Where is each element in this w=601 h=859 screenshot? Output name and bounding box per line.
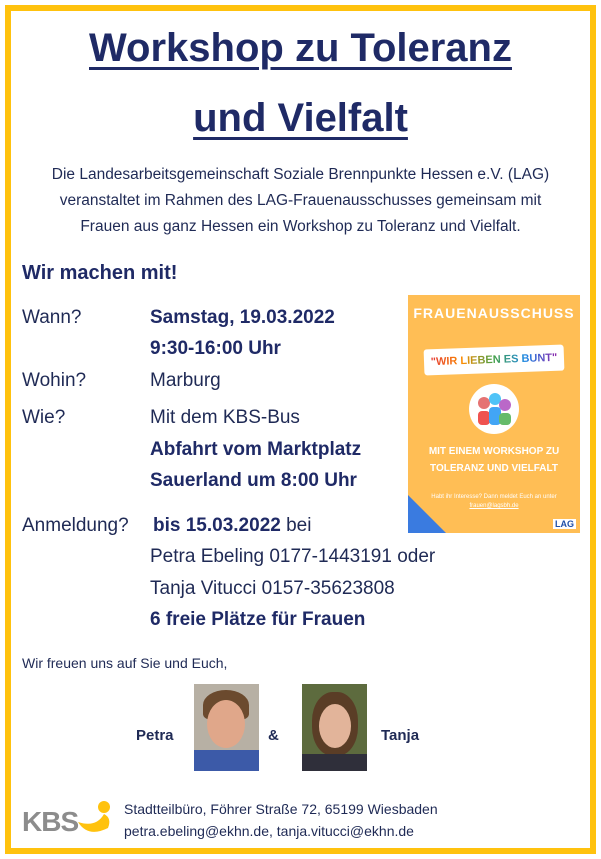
- poster-title: FRAUENAUSSCHUSS: [413, 305, 575, 321]
- frauenausschuss-poster: [408, 295, 580, 533]
- photo-petra: [194, 684, 259, 771]
- poster-email: frauen@lagsbh.de: [469, 503, 519, 509]
- how-label: Wie?: [22, 407, 66, 428]
- photo-tanja: [302, 684, 367, 771]
- intro-line: veranstaltet im Rahmen des LAG-Frauenausschusses gemeinsam mit: [59, 192, 542, 209]
- face: [207, 700, 245, 748]
- people-illustration: [468, 383, 520, 435]
- intro-text: [22, 162, 579, 240]
- departure-line-1: Abfahrt vom Marktplatz: [150, 439, 362, 460]
- poster-banner-text: "WIR LIEBEN ES BUNT": [430, 351, 558, 369]
- intro-line: Frauen aus ganz Hessen ein Workshop zu Toleranz und Vielfalt.: [80, 218, 521, 235]
- greeting: Wir freuen uns auf Sie und Euch,: [22, 655, 228, 671]
- name-tanja: Tanja: [381, 727, 420, 744]
- when-time: 9:30-16:00 Uhr: [150, 338, 281, 359]
- intro-line: Die Landesarbeitsgemeinschaft Soziale Brennpunkte Hessen e.V. (LAG): [51, 166, 550, 183]
- departure-line-2: Sauerland um 8:00 Uhr: [150, 470, 357, 491]
- kbs-logo-text: KBS: [22, 806, 79, 837]
- free-places: 6 freie Plätze für Frauen: [150, 609, 366, 630]
- poster-corner-triangle: [408, 495, 446, 533]
- ampersand: &: [268, 727, 279, 744]
- where-value: Marburg: [150, 370, 221, 391]
- poster-banner: [424, 345, 565, 376]
- lag-logo: LAG: [555, 519, 574, 529]
- kbs-logo: [22, 806, 78, 838]
- section-heading: Wir machen mit!: [22, 262, 178, 284]
- registration-suffix: bei: [286, 515, 312, 536]
- when-date: Samstag, 19.03.2022: [150, 307, 335, 328]
- registration-deadline-line: [153, 515, 311, 537]
- face: [319, 704, 351, 748]
- registration-deadline: bis 15.03.2022: [153, 515, 281, 536]
- registration-label: Anmeldung?: [22, 515, 129, 536]
- when-label: Wann?: [22, 307, 82, 328]
- contact-petra: Petra Ebeling 0177-1443191 oder: [150, 546, 436, 567]
- where-label: Wohin?: [22, 370, 87, 391]
- poster-subtitle: [408, 443, 580, 477]
- how-value: Mit dem KBS-Bus: [150, 407, 300, 428]
- name-petra: Petra: [136, 727, 174, 744]
- poster-note-line: Habt ihr Interesse? Dann meldet Euch an unter: [431, 494, 557, 500]
- shirt: [302, 754, 367, 771]
- footer-address: Stadtteilbüro, Föhrer Straße 72, 65199 Wiesbaden: [124, 801, 438, 817]
- title-line-2: und Vielfalt: [193, 96, 408, 140]
- contact-tanja: Tanja Vitucci 0157-35623808: [150, 578, 395, 599]
- shirt: [194, 750, 259, 771]
- poster-sub-line: TOLERANZ UND VIELFALT: [430, 463, 558, 474]
- footer-emails: petra.ebeling@ekhn.de, tanja.vitucci@ekhn.de: [124, 823, 414, 839]
- poster-sub-line: MIT EINEM WORKSHOP ZU: [428, 446, 560, 457]
- title-line-1: Workshop zu Toleranz: [89, 26, 512, 70]
- kbs-logo-sun-icon: [74, 798, 116, 840]
